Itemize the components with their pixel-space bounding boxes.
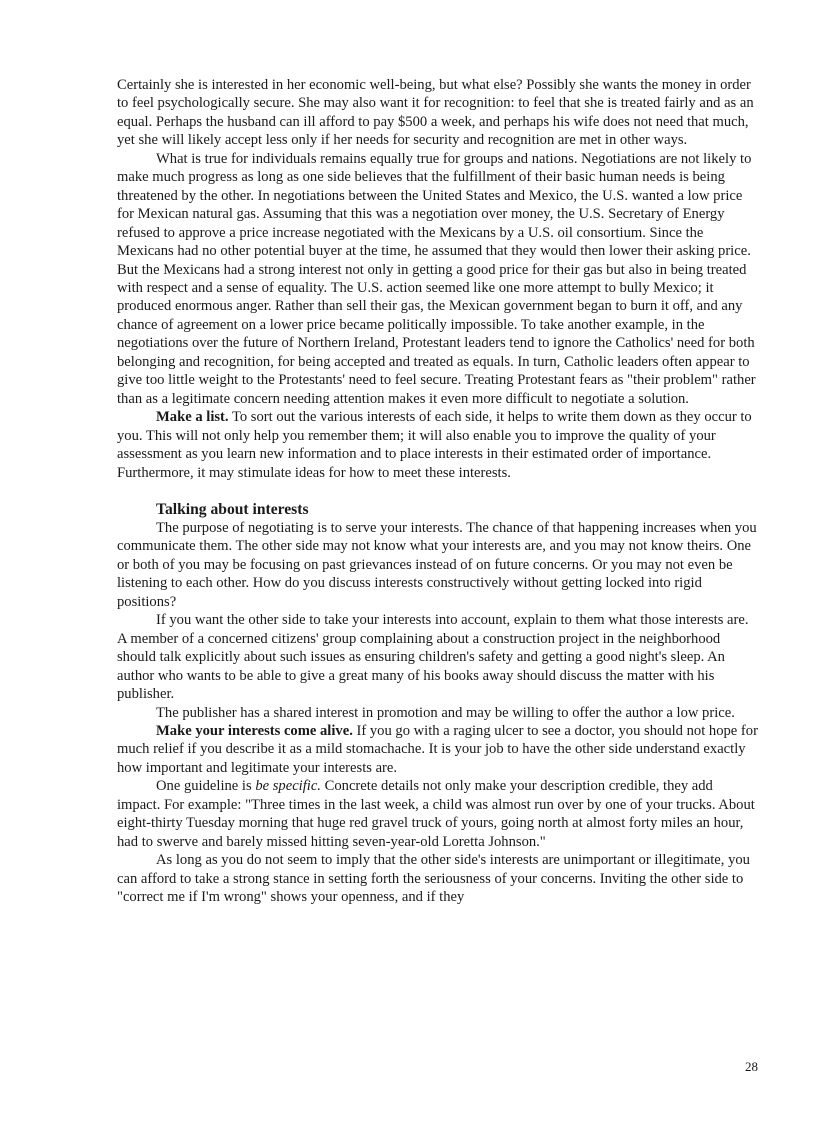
- make-a-list-lead: Make a list.: [156, 409, 229, 426]
- paragraph-economic-wellbeing: Certainly she is interested in her economic well-being, but what else? Possibly she wants the money in order to feel psychologically secure. She may also want it for recognition: to feel that she is treated fairly and as an equal. Perhaps the husband can ill afford to pay $500 a week, and perhaps his wife does not need that much, yet she will likely accept less only if her needs for security and recognition are met in other ways.: [117, 77, 754, 149]
- interests-come-alive-body: If you go with a raging ulcer to see a doctor, you should not hope for much relief if you describe it as a mild stomachache. It is your job to have the other side understand exactly how important and legitimate your interests are.: [117, 722, 758, 776]
- paragraph-strong-stance: As long as you do not seem to imply that the other side's interests are unimportant or illegitimate, you can afford to take a strong stance in setting forth the seriousness of your concerns. Inviting the other side to "correct me if I'm wrong" shows your openness, and if they: [117, 852, 750, 906]
- paragraph-make-a-list: [117, 408, 759, 482]
- be-specific-italic: be specific.: [255, 778, 321, 795]
- paragraph-be-specific: [117, 777, 759, 851]
- be-specific-prefix: One guideline is: [156, 778, 256, 795]
- paragraph-publisher: The publisher has a shared interest in promotion and may be willing to offer the author a low price.: [156, 704, 735, 721]
- interests-come-alive-lead: Make your interests come alive.: [156, 722, 353, 739]
- section-heading: Talking about interests: [156, 500, 309, 518]
- paragraph-groups-and-nations: What is true for individuals remains equally true for groups and nations. Negotiations are not likely to make much progress as long as one side believes that the fulfillment of their basic human needs is being threatened by the other. In negotiations between the United States and Mexico, the U.S. wanted a low price for Mexican natural gas. Assuming that this was a negotiation over money, the U.S. Secretary of Energy refused to approve a price increase negotiated with the Mexicans by a U.S. oil consortium. Since the Mexicans had no other potential buyer at the time, he assumed that they would then lower their asking price. But the Mexicans had a strong interest not only in getting a good price for their gas but also in being treated with respect and a sense of equality. The U.S. action seemed like one more attempt to bully Mexico; it produced enormous anger. Rather than sell their gas, the Mexican government began to burn it off, and any chance of agreement on a lower price became politically impossible. To take another example, in the negotiations over the future of Northern Ireland, Protestant leaders tend to ignore the Catholics' need for both belonging and recognition, for being accepted and treated as equals. In turn, Catholic leaders often appear to give too little weight to the Protestants' need to feel secure. Treating Protestant fears as "their problem" rather than as a legitimate concern needing attention makes it even more difficult to negotiate a solution.: [117, 150, 756, 407]
- paragraph-explain-interests: If you want the other side to take your interests into account, explain to them what those interests are. A member of a concerned citizens' group complaining about a construction project in the neighborhood should talk explicitly about such issues as ensuring children's safety and getting a good night's sleep. An author who wants to be able to give a great many of his books away should discuss the matter with his publisher.: [117, 612, 749, 703]
- document-page: [117, 76, 759, 906]
- make-a-list-body: To sort out the various interests of each side, it helps to write them down as they occur to you. This will not only help you remember them; it will also enable you to improve the quality of your assessment as you learn new information and to place interests in their estimated order of importance. Furthermore, it may stimulate ideas for how to meet these interests.: [117, 409, 752, 481]
- be-specific-body: Concrete details not only make your description credible, they add impact. For example: "Three times in the last week, a child was almost run over by one of your trucks. About eight-thirty Tuesday morning that huge red gravel truck of yours, going north at almost forty miles an hour, had to swerve and barely missed hitting seven-year-old Loretta Johnson.": [117, 778, 755, 850]
- paragraph-purpose-of-negotiating: The purpose of negotiating is to serve your interests. The chance of that happening increases when you communicate them. The other side may not know what your interests are, and you may not know theirs. One or both of you may be focusing on past grievances instead of on future concerns. Or you may not even be listening to each other. How do you discuss interests constructively without getting locked into rigid positions?: [117, 519, 757, 610]
- paragraph-interests-come-alive: [117, 722, 759, 777]
- page-number: 28: [745, 1059, 758, 1074]
